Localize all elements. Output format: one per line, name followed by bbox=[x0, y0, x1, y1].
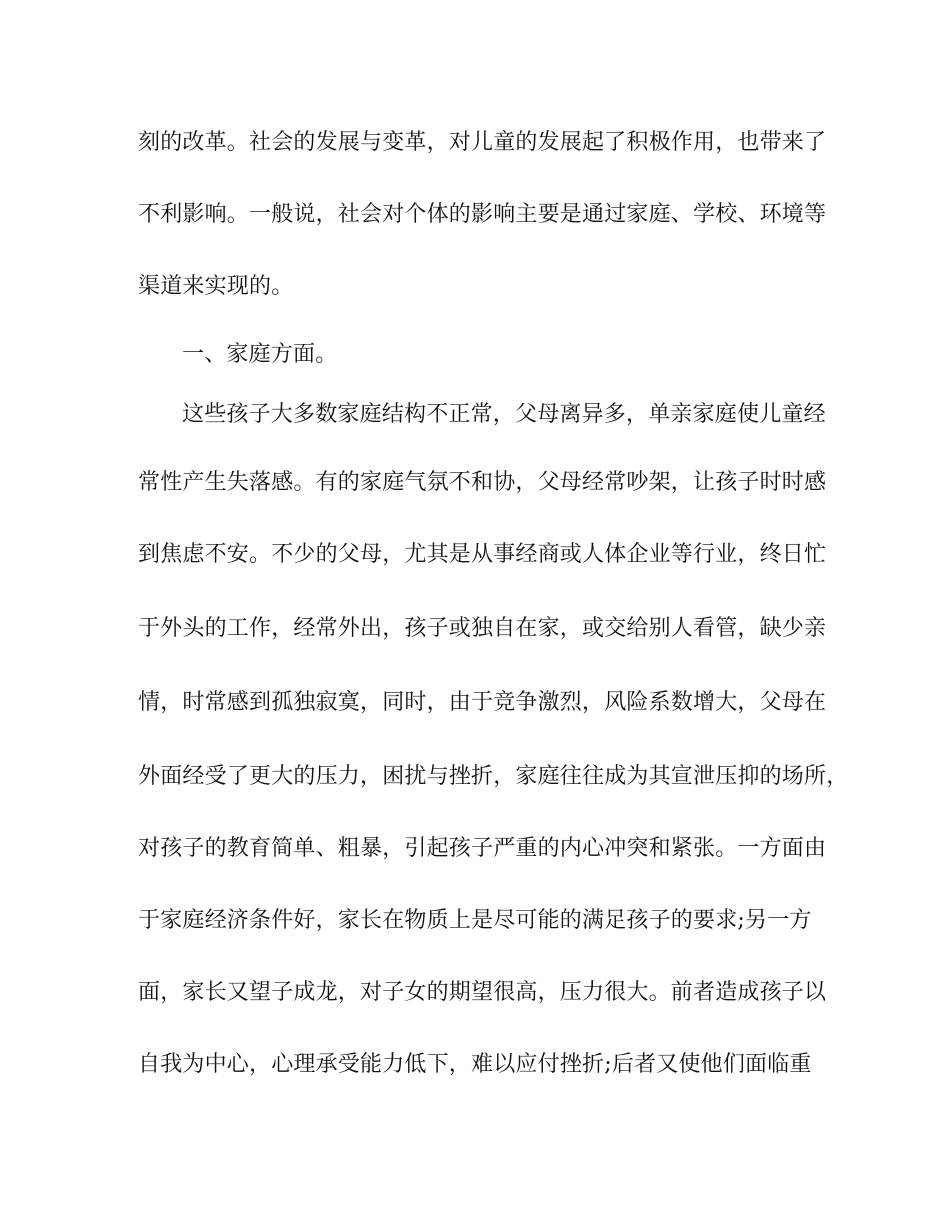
paragraph-line-10: 自我为中心，心理承受能力低下，难以应付挫折;后者又使他们面临重 bbox=[138, 1052, 812, 1077]
paragraph-line-7: 对孩子的教育简单、粗暴，引起孩子严重的内心冲突和紧张。一方面由 bbox=[138, 836, 827, 861]
section-heading: 一、家庭方面。 bbox=[182, 342, 338, 367]
paragraph-line-2: 常性产生失落感。有的家庭气氛不和协，父母经常吵架，让孩子时时感 bbox=[138, 470, 827, 495]
text-line-1: 刻的改革。社会的发展与变革，对儿童的发展起了积极作用，也带来了 bbox=[138, 130, 827, 155]
paragraph-line-8: 于家庭经济条件好，家长在物质上是尽可能的满足孩子的要求;另一方 bbox=[138, 908, 812, 933]
paragraph-line-1: 这些孩子大多数家庭结构不正常，父母离异多，单亲家庭使儿童经 bbox=[182, 402, 826, 427]
paragraph-line-3: 到焦虑不安。不少的父母，尤其是从事经商或人体企业等行业，终日忙 bbox=[138, 542, 827, 567]
text-line-2: 不利影响。一般说，社会对个体的影响主要是通过家庭、学校、环境等 bbox=[138, 202, 827, 227]
paragraph-line-6: 外面经受了更大的压力，困扰与挫折，家庭往往成为其宣泄压抑的场所， bbox=[138, 764, 849, 789]
text-line-3: 渠道来实现的。 bbox=[138, 274, 294, 299]
paragraph-line-9: 面，家长又望子成龙，对子女的期望很高，压力很大。前者造成孩子以 bbox=[138, 980, 827, 1005]
paragraph-line-4: 于外头的工作，经常外出，孩子或独自在家，或交给别人看管，缺少亲 bbox=[138, 616, 827, 641]
paragraph-line-5: 情，时常感到孤独寂寞，同时，由于竞争激烈，风险系数增大，父母在 bbox=[138, 690, 827, 715]
